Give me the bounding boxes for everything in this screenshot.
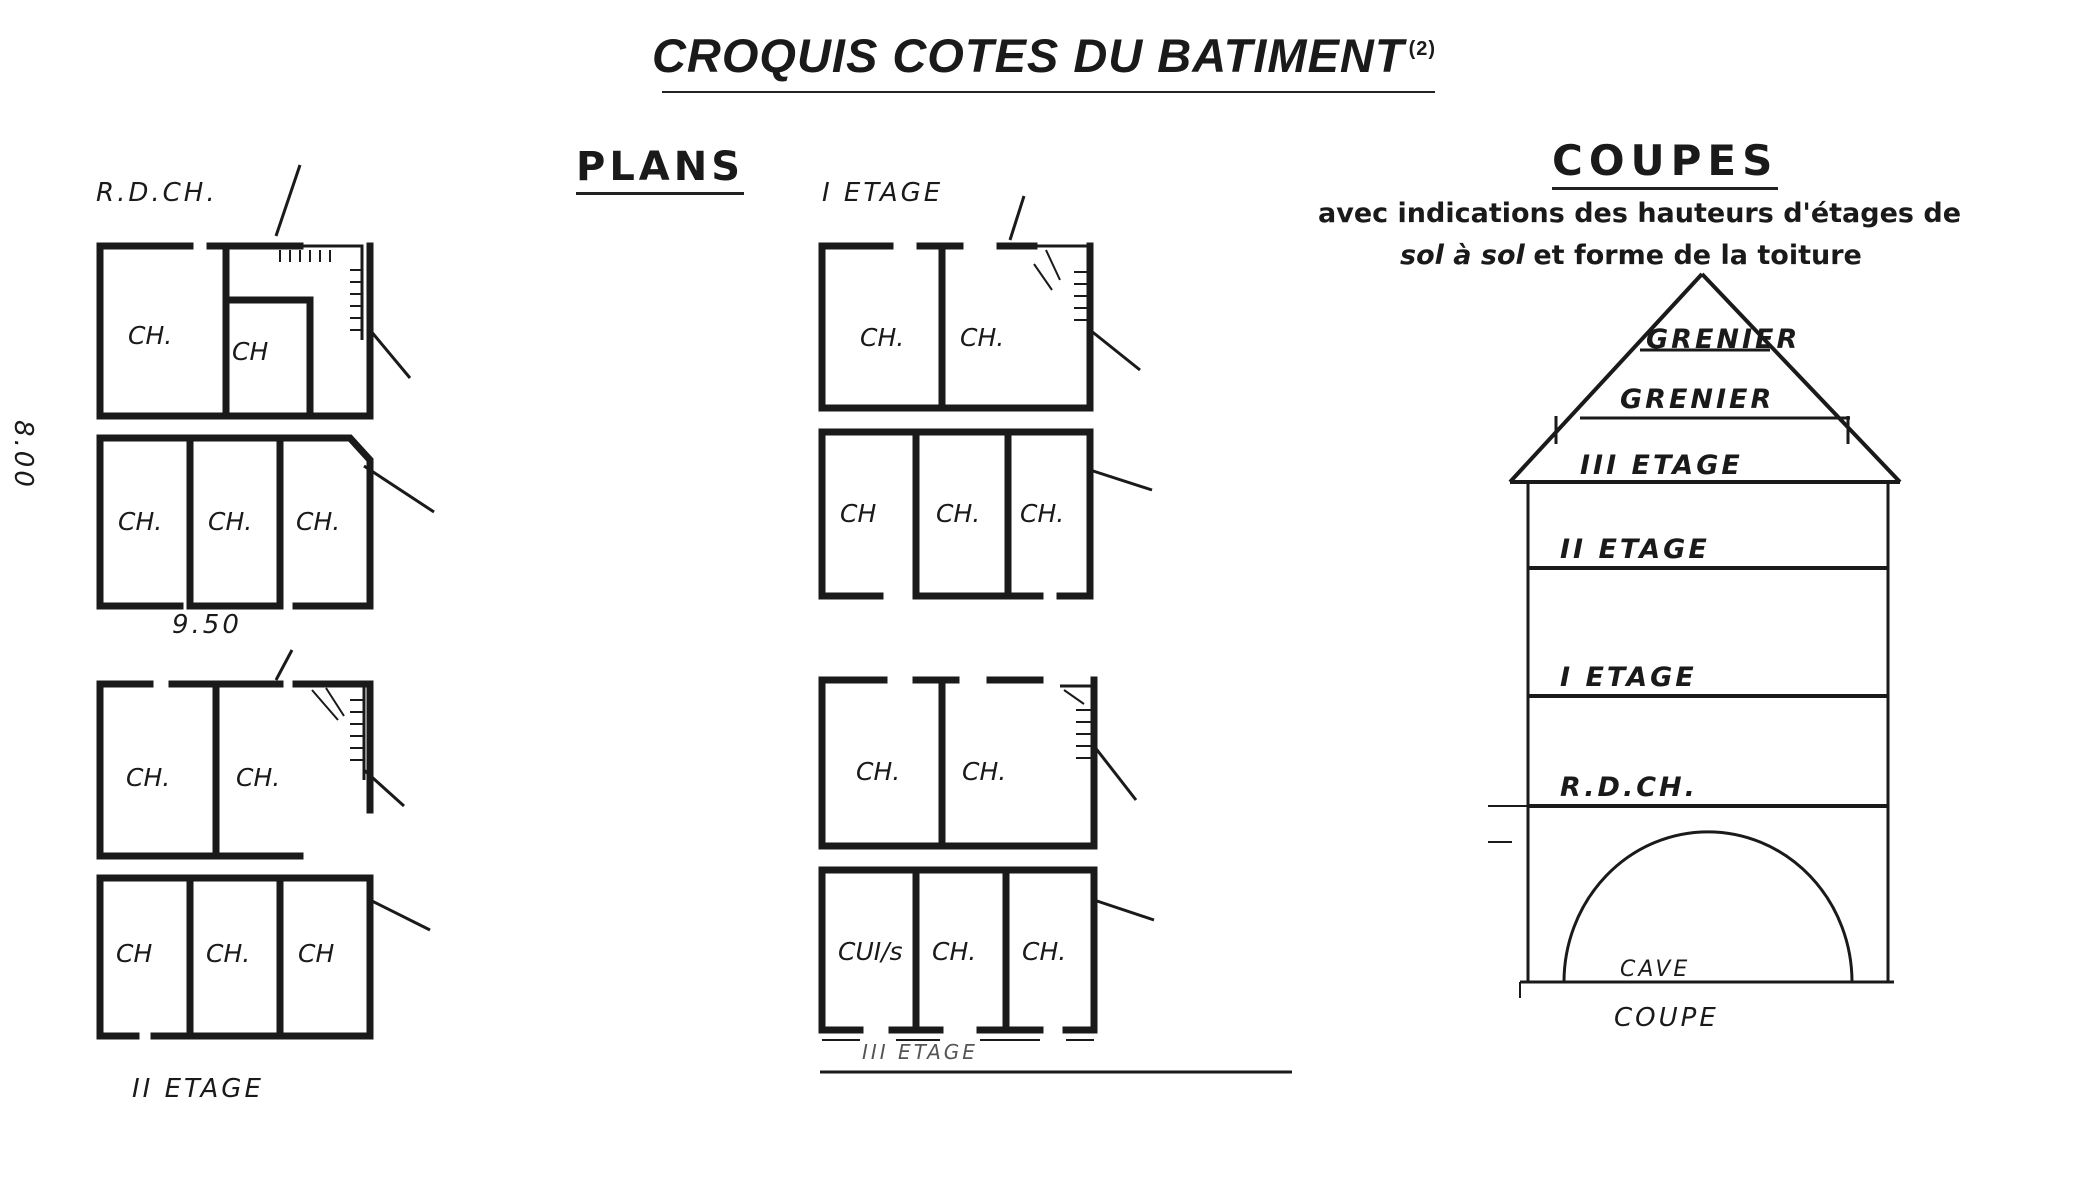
- room-label: CH.: [1020, 499, 1065, 528]
- label-etage3: III ETAGE: [862, 1040, 978, 1064]
- dimension-width: 9.50: [172, 610, 242, 640]
- room-label: CUI/s: [838, 937, 903, 966]
- coupes-subtitle-line1: avec indications des hauteurs d'étages de: [1318, 198, 1962, 229]
- label-etage2: II ETAGE: [132, 1074, 264, 1104]
- room-label: CH.: [126, 763, 171, 792]
- room-label: CH.: [296, 507, 341, 536]
- staircase-icon: [1030, 246, 1088, 340]
- staircase-icon: [270, 246, 362, 340]
- room-label: CH.: [1022, 937, 1067, 966]
- plan-etage1: [822, 196, 1152, 596]
- room-label: CH.: [208, 507, 253, 536]
- level-label: III ETAGE: [1580, 450, 1743, 481]
- staircase-icon: [300, 684, 364, 780]
- room-label: CH.: [236, 763, 281, 792]
- level-label: GRENIER: [1620, 384, 1775, 415]
- room-label: CH.: [932, 937, 977, 966]
- plans-heading: PLANS: [576, 144, 744, 195]
- toiture-text: et forme de la toiture: [1533, 240, 1862, 271]
- room-label: CH.: [206, 939, 251, 968]
- document-title: CROQUIS COTES DU BATIMENT $^{(2)}$: [651, 29, 1437, 82]
- label-etage1: I ETAGE: [822, 178, 944, 208]
- room-label: CH: [298, 939, 335, 968]
- cellar-label: CAVE: [1620, 957, 1691, 982]
- room-label: CH.: [860, 323, 905, 352]
- building-section: [1488, 274, 1900, 1033]
- level-label: I ETAGE: [1560, 662, 1697, 693]
- room-label: CH.: [856, 757, 901, 786]
- level-label: GRENIER: [1646, 324, 1801, 355]
- section-caption: COUPE: [1614, 1003, 1719, 1033]
- level-label: II ETAGE: [1560, 534, 1710, 565]
- room-label: CH: [116, 939, 153, 968]
- dimension-depth: 8.00: [8, 420, 38, 490]
- room-label: CH.: [960, 323, 1005, 352]
- room-label: CH.: [128, 321, 173, 350]
- staircase-icon: [1060, 686, 1092, 776]
- sol-a-sol-text: sol à sol: [1400, 240, 1525, 271]
- level-label: R.D.CH.: [1560, 772, 1698, 803]
- room-label: CH.: [962, 757, 1007, 786]
- coupes-heading: COUPES: [1552, 136, 1778, 190]
- plan-etage2: [100, 650, 430, 1036]
- room-label: CH.: [936, 499, 981, 528]
- title-footnote: (2): [1408, 38, 1437, 61]
- room-label: CH.: [118, 507, 163, 536]
- room-label: CH: [840, 499, 877, 528]
- plan-etage3: [820, 680, 1292, 1072]
- plan-rdch: [100, 165, 434, 606]
- room-label: CH: [232, 337, 269, 366]
- label-rdch: R.D.CH.: [96, 178, 218, 208]
